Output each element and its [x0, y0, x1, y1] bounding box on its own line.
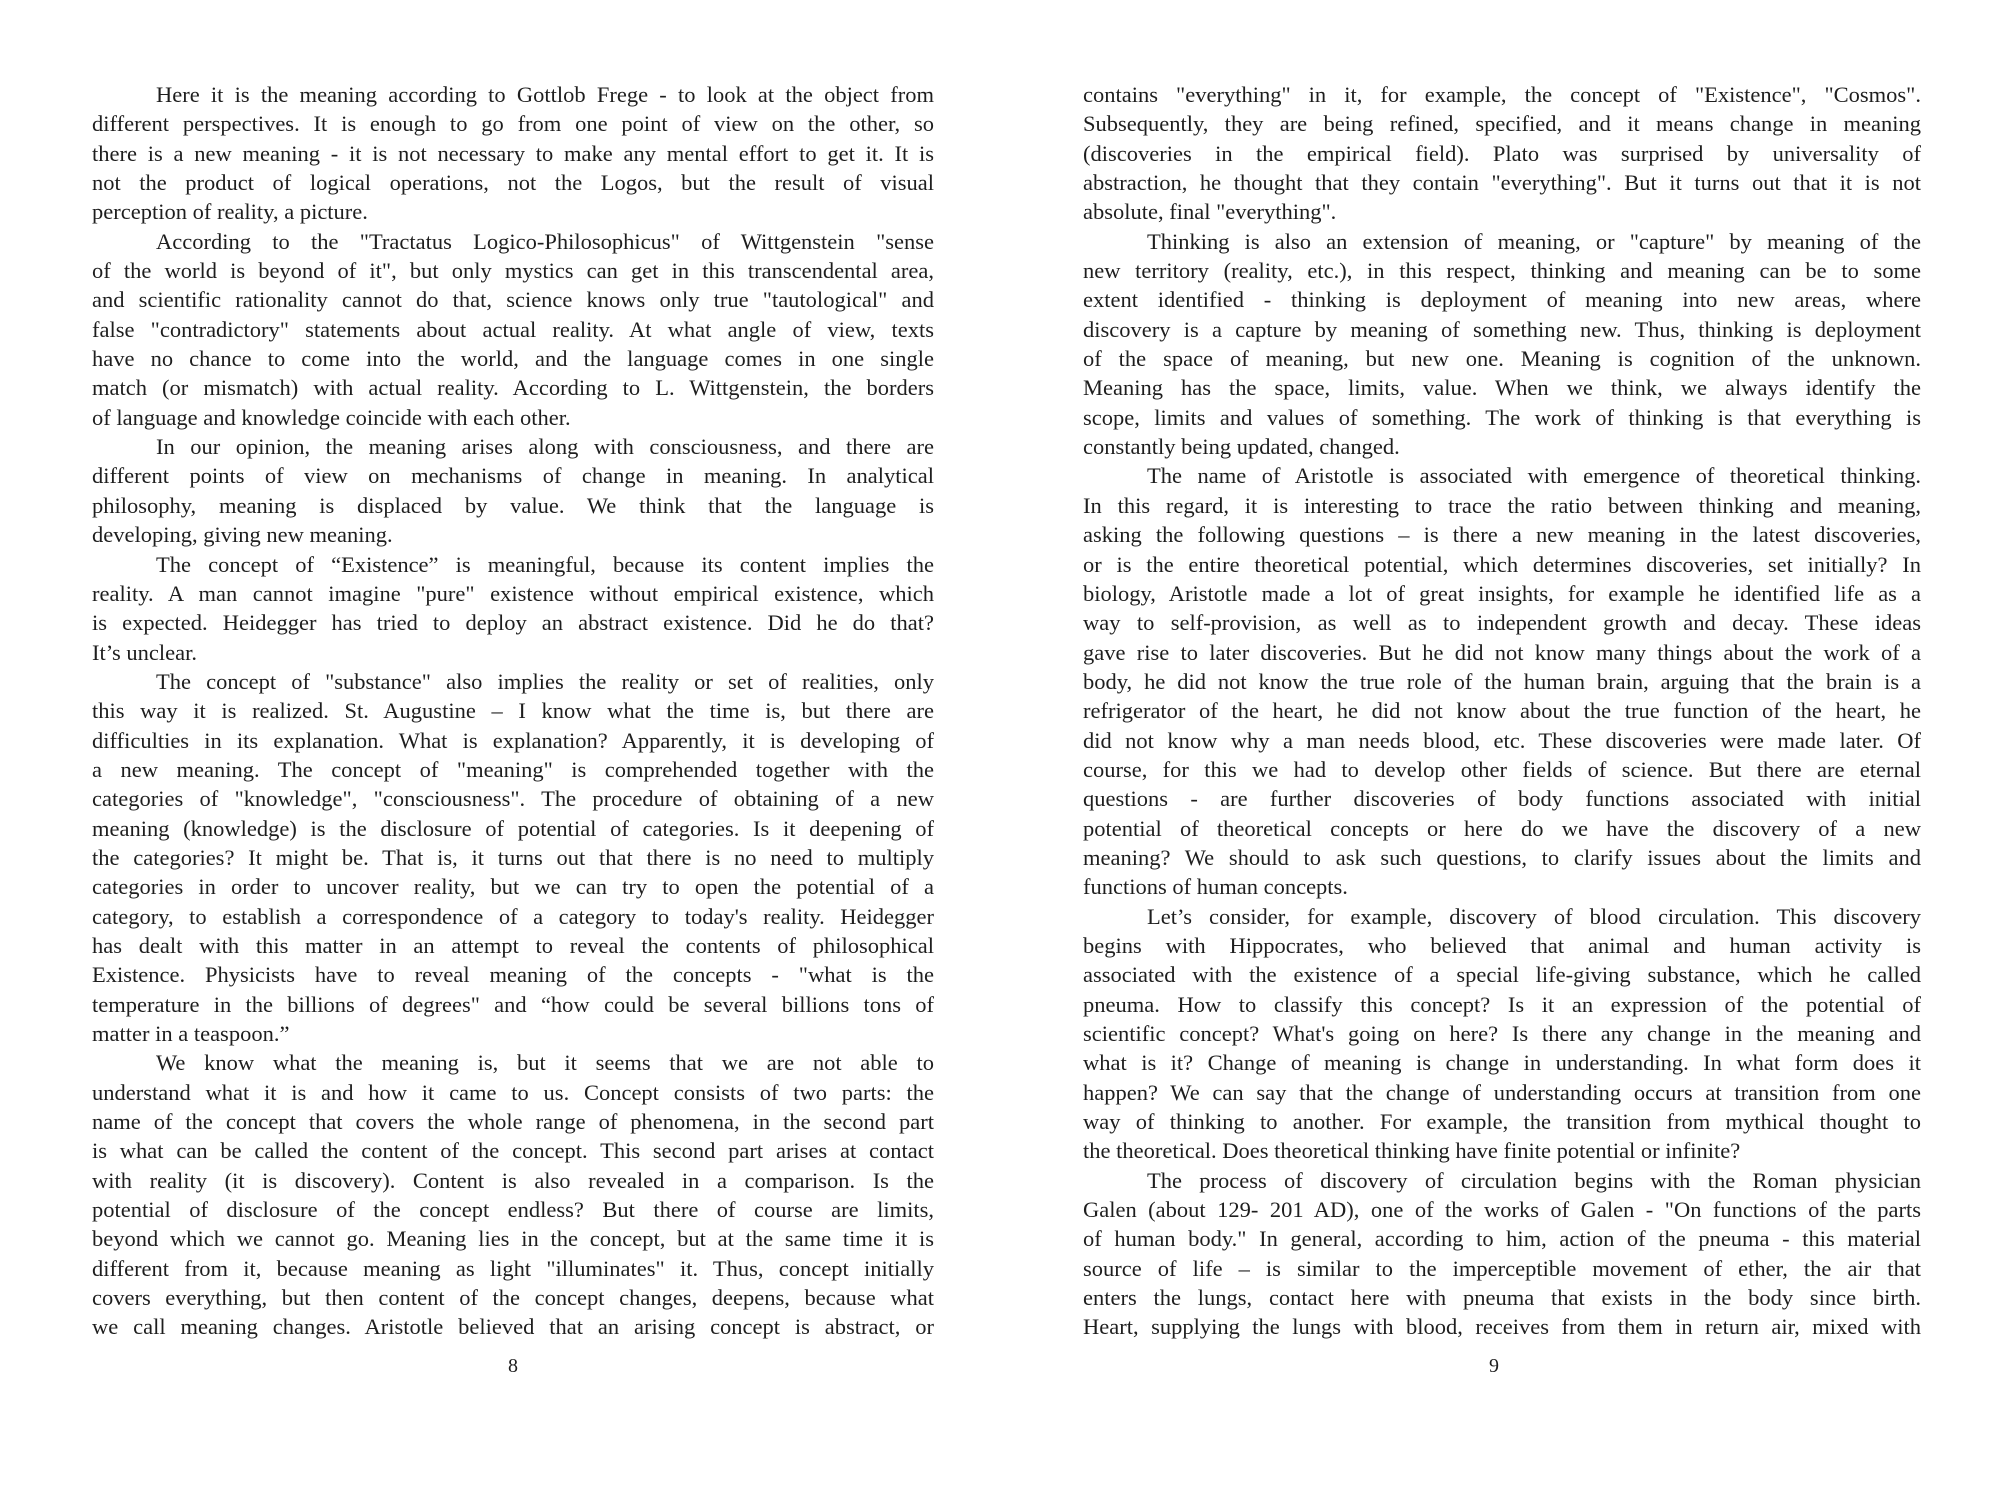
page-number-left: 8 [508, 1355, 518, 1377]
text-line: gave rise to later discoveries. But he did not know many things about the work of a [1083, 639, 1921, 665]
text-line: refrigerator of the heart, he did not know about the true function of the heart, he [1083, 698, 1921, 724]
text-line: reality. A man cannot imagine "pure" existence without empirical existence, which [92, 580, 934, 606]
text-line: In this regard, it is interesting to trace the ratio between thinking and meaning, [1083, 492, 1921, 518]
text-line: The concept of "substance" also implies the reality or set of realities, only [156, 668, 934, 694]
text-line: It’s unclear. [92, 639, 197, 665]
text-line: a new meaning. The concept of "meaning" is comprehended together with the [92, 756, 934, 782]
text-line: covers everything, but then content of the concept changes, deepens, because what [92, 1285, 934, 1311]
text-line: questions - are further discoveries of body functions associated with initial [1083, 786, 1921, 812]
text-line: we call meaning changes. Aristotle believed that an arising concept is abstract, or [92, 1314, 934, 1340]
text-line: way to self-provision, as well as to independent growth and decay. These ideas [1083, 610, 1921, 636]
text-line: category, to establish a correspondence of a category to today's reality. Heidegger [92, 903, 934, 929]
text-line: is expected. Heidegger has tried to deploy an abstract existence. Did he do that? [92, 610, 934, 636]
text-line: source of life – is similar to the imperceptible movement of ether, the air that [1083, 1255, 1921, 1281]
text-line: enters the lungs, contact here with pneuma that exists in the body since birth. [1083, 1285, 1921, 1311]
text-line: The concept of “Existence” is meaningful, because its content implies the [156, 551, 934, 577]
text-line: of the world is beyond of it", but only mystics can get in this transcendental area, [92, 258, 934, 284]
text-line: name of the concept that covers the whole range of phenomena, in the second part [92, 1109, 934, 1135]
text-line: Galen (about 129- 201 AD), one of the works of Galen - "On functions of the parts [1083, 1197, 1921, 1223]
text-line: biology, Aristotle made a lot of great insights, for example he identified life as a [1083, 580, 1921, 606]
text-line: there is a new meaning - it is not necessary to make any mental effort to get it. It is [92, 140, 934, 166]
text-line: scientific concept? What's going on here? Is there any change in the meaning and [1083, 1021, 1921, 1046]
text-line: false "contradictory" statements about actual reality. At what angle of view, texts [92, 316, 934, 342]
text-line: match (or mismatch) with actual reality. According to L. Wittgenstein, the borders [92, 375, 934, 401]
text-line: asking the following questions – is there a new meaning in the latest discoveries, [1083, 522, 1921, 548]
text-line: potential of disclosure of the concept endless? But there of course are limits, [92, 1197, 934, 1223]
text-line: In our opinion, the meaning arises along with consciousness, and there are [156, 434, 934, 460]
page-right-text [1083, 80, 1921, 1342]
text-line: absolute, final "everything". [1083, 199, 1337, 225]
text-line: According to the "Tractatus Logico-Philosophicus" of Wittgenstein "sense [156, 228, 934, 254]
text-line: associated with the existence of a special life-giving substance, which he called [1083, 962, 1921, 988]
paragraph [1083, 1166, 1921, 1342]
text-line: not the product of logical operations, not the Logos, but the result of visual [92, 170, 934, 196]
text-line: categories of "knowledge", "consciousness". The procedure of obtaining of a new [92, 786, 934, 812]
text-line: Subsequently, they are being refined, specified, and it means change in meaning [1083, 111, 1921, 137]
text-line: understand what it is and how it came to us. Concept consists of two parts: the [92, 1079, 934, 1105]
text-line: Thinking is also an extension of meaning, or "capture" by meaning of the [1147, 228, 1921, 254]
text-line: different perspectives. It is enough to go from one point of view on the other, so [92, 111, 934, 137]
paragraph [1083, 902, 1921, 1166]
page-number-right: 9 [1489, 1355, 1499, 1377]
text-line: scope, limits and values of something. The work of thinking is that everything is [1083, 404, 1921, 430]
text-line: and scientific rationality cannot do that, science knows only true "tautological" and [92, 287, 934, 313]
text-line: different from it, because meaning as light "illuminates" it. Thus, concept initially [92, 1255, 934, 1281]
text-line: is what can be called the content of the concept. This second part arises at contact [92, 1138, 934, 1164]
text-line: contains "everything" in it, for example, the concept of "Existence", "Cosmos". [1083, 82, 1921, 107]
paragraph [92, 1048, 934, 1341]
paragraph [92, 432, 934, 549]
text-line: developing, giving new meaning. [92, 522, 393, 548]
text-line: matter in a teaspoon.” [92, 1021, 290, 1046]
text-line: philosophy, meaning is displaced by value. We think that the language is [92, 492, 934, 518]
text-line: meaning? We should to ask such questions, to clarify issues about the limits and [1083, 844, 1921, 870]
text-line: with reality (it is discovery). Content is also revealed in a comparison. Is the [92, 1167, 934, 1193]
text-line: categories in order to uncover reality, but we can try to open the potential of a [92, 874, 934, 900]
text-line: The name of Aristotle is associated with emergence of theoretical thinking. [1147, 463, 1921, 489]
text-line: of language and knowledge coincide with each other. [92, 404, 571, 430]
text-line: have no chance to come into the world, and the language comes in one single [92, 346, 934, 372]
paragraph [1083, 80, 1921, 227]
text-line: extent identified - thinking is deployment of meaning into new areas, where [1083, 287, 1921, 313]
text-line: Let’s consider, for example, discovery of blood circulation. This discovery [1147, 903, 1921, 929]
paragraph [92, 227, 934, 432]
paragraph [1083, 461, 1921, 901]
text-line: or is the entire theoretical potential, which determines discoveries, set initially? In [1083, 551, 1921, 577]
page-left-text [92, 80, 934, 1342]
text-line: Heart, supplying the lungs with blood, receives from them in return air, mixed with [1083, 1314, 1921, 1340]
text-line: the categories? It might be. That is, it turns out that there is no need to multiply [92, 844, 934, 870]
text-line: Here it is the meaning according to Gottlob Frege - to look at the object from [156, 82, 934, 107]
text-line: Existence. Physicists have to reveal meaning of the concepts - "what is the [92, 962, 934, 988]
text-line: way of thinking to another. For example, the transition from mythical thought to [1083, 1109, 1921, 1135]
paragraph [92, 667, 934, 1048]
text-line: temperature in the billions of degrees" and “how could be several billions tons of [92, 991, 934, 1017]
text-line: of the space of meaning, but new one. Meaning is cognition of the unknown. [1083, 346, 1921, 372]
text-line: course, for this we had to develop other fields of science. But there are eternal [1083, 756, 1921, 782]
text-line: pneuma. How to classify this concept? Is it an expression of the potential of [1083, 991, 1921, 1017]
text-line: what is it? Change of meaning is change in understanding. In what form does it [1083, 1050, 1921, 1076]
paragraph [1083, 227, 1921, 462]
text-line: new territory (reality, etc.), in this respect, thinking and meaning can be to some [1083, 258, 1921, 284]
text-line: this way it is realized. St. Augustine – I know what the time is, but there are [92, 698, 934, 724]
text-line: functions of human concepts. [1083, 874, 1348, 900]
text-line: happen? We can say that the change of understanding occurs at transition from one [1083, 1079, 1921, 1105]
text-line: begins with Hippocrates, who believed that animal and human activity is [1083, 932, 1921, 958]
text-line: the theoretical. Does theoretical thinking have finite potential or infinite? [1083, 1138, 1741, 1164]
text-line: potential of theoretical concepts or here do we have the discovery of a new [1083, 815, 1921, 841]
text-line: did not know why a man needs blood, etc. These discoveries were made later. Of [1083, 727, 1921, 753]
text-line: of human body." In general, according to him, action of the pneuma - this material [1083, 1226, 1921, 1252]
text-line: meaning (knowledge) is the disclosure of potential of categories. Is it deepening of [92, 815, 934, 841]
text-line: We know what the meaning is, but it seems that we are not able to [156, 1050, 934, 1076]
text-line: has dealt with this matter in an attempt to reveal the contents of philosophical [92, 932, 934, 958]
paragraph [92, 550, 934, 667]
text-line: discovery is a capture by meaning of something new. Thus, thinking is deployment [1083, 316, 1921, 342]
text-line: abstraction, he thought that they contain "everything". But it turns out that it is not [1083, 170, 1921, 196]
text-line: perception of reality, a picture. [92, 199, 368, 225]
text-line: beyond which we cannot go. Meaning lies in the concept, but at the same time it is [92, 1226, 934, 1252]
text-line: body, he did not know the true role of the human brain, arguing that the brain is a [1083, 668, 1921, 694]
text-line: difficulties in its explanation. What is explanation? Apparently, it is developing of [92, 727, 934, 753]
text-line: different points of view on mechanisms of change in meaning. In analytical [92, 463, 934, 489]
text-line: Meaning has the space, limits, value. When we think, we always identify the [1083, 375, 1921, 401]
text-line: constantly being updated, changed. [1083, 434, 1400, 460]
paragraph [92, 80, 934, 227]
text-line: The process of discovery of circulation begins with the Roman physician [1147, 1167, 1921, 1193]
text-line: (discoveries in the empirical field). Plato was surprised by universality of [1083, 140, 1921, 166]
